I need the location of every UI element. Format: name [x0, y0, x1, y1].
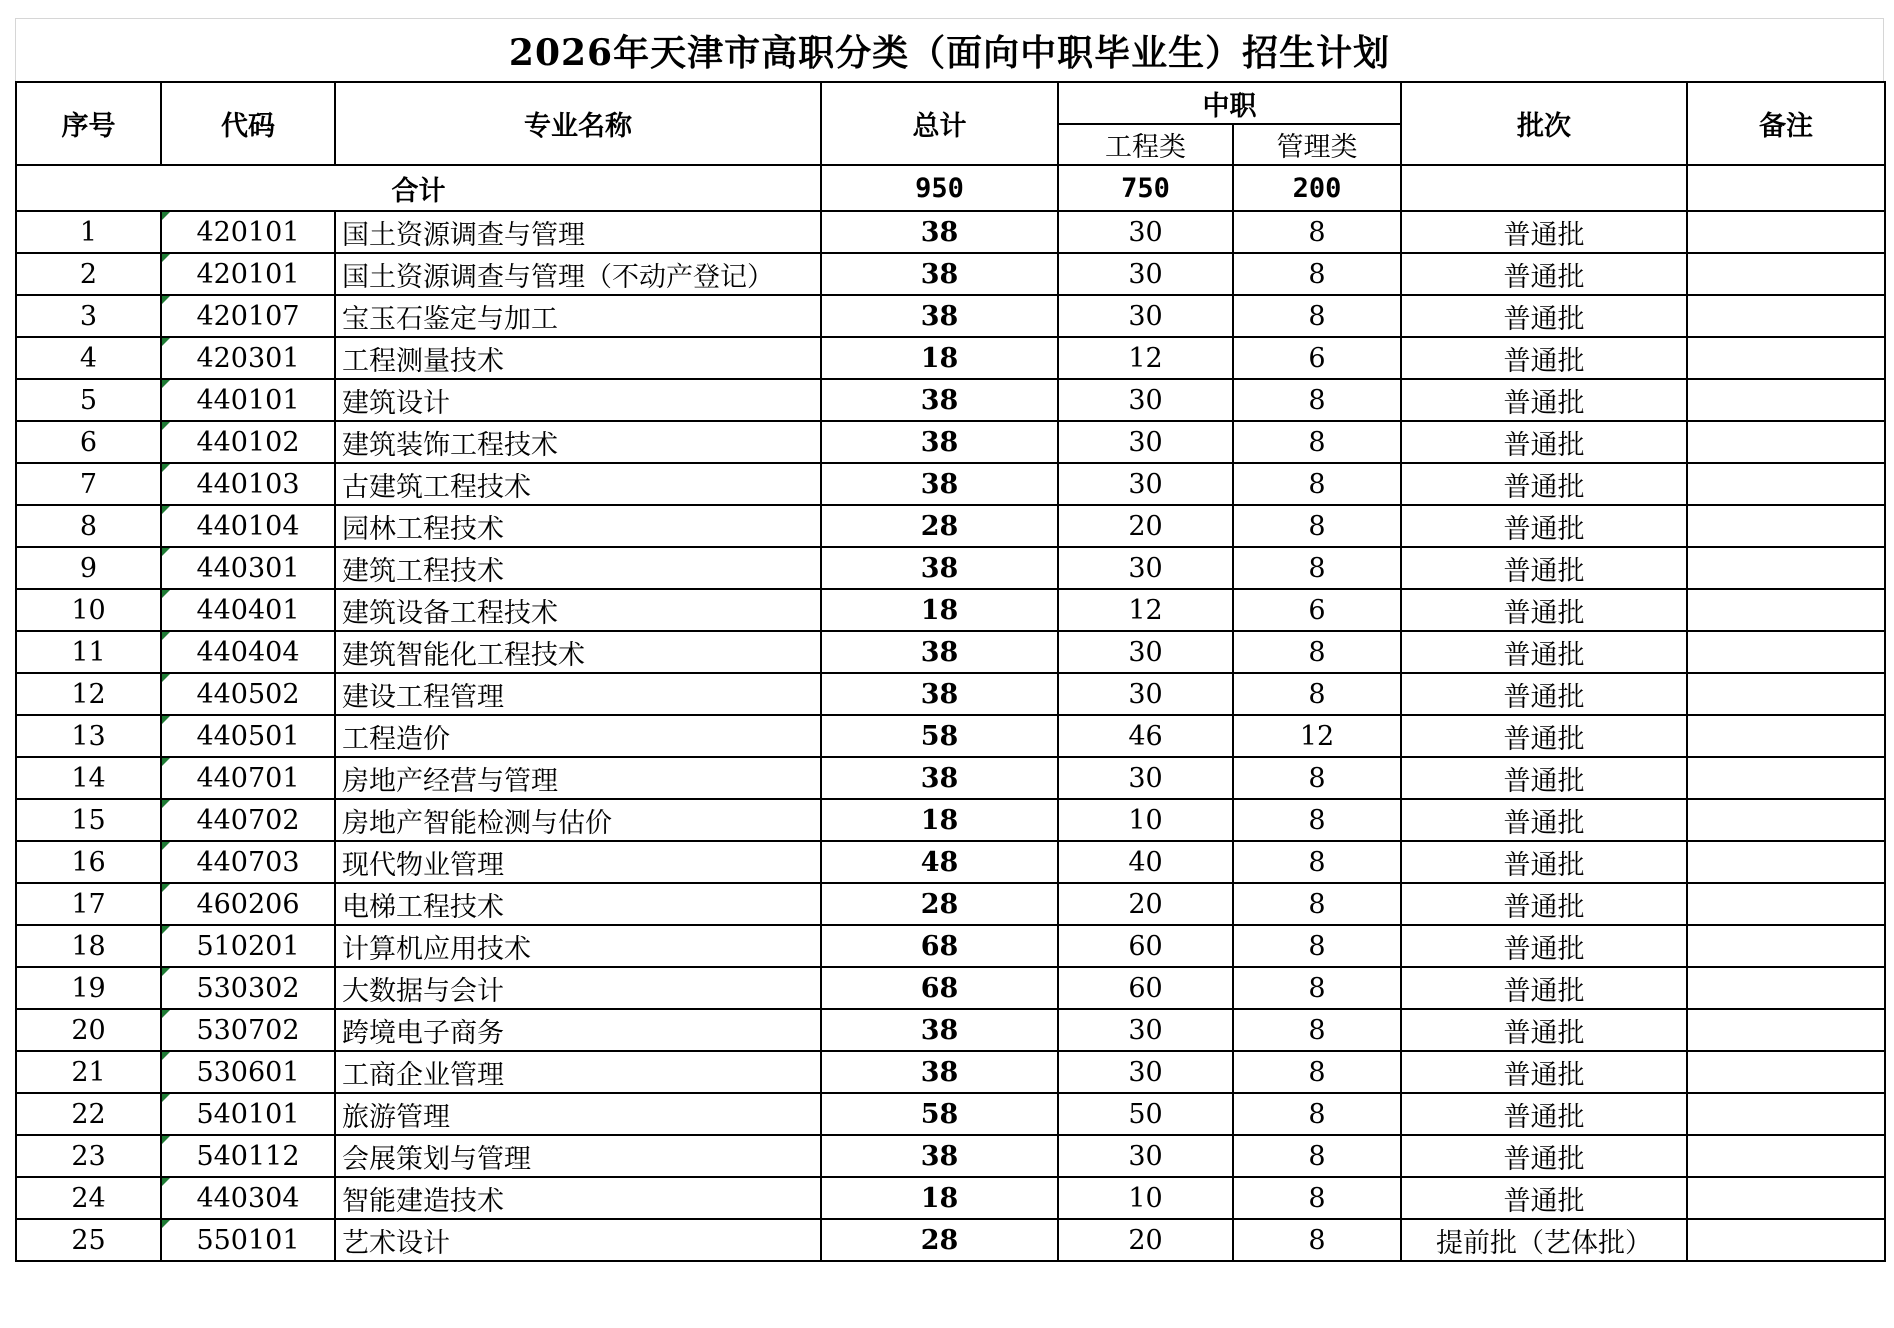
cell-management[interactable]: 8 [1233, 505, 1401, 547]
table-row [16, 715, 1885, 757]
cell-major-name[interactable]: 电梯工程技术 [335, 883, 821, 925]
table-row [16, 841, 1885, 883]
cell-error-indicator-icon [162, 548, 170, 556]
cell-total[interactable]: 38 [821, 631, 1058, 673]
cell-batch[interactable]: 普通批 [1401, 379, 1687, 421]
cell-management[interactable]: 8 [1233, 295, 1401, 337]
cell-note[interactable] [1687, 841, 1885, 883]
cell-note[interactable] [1687, 799, 1885, 841]
cell-seq[interactable]: 8 [16, 505, 161, 547]
cell-error-indicator-icon [162, 1178, 170, 1186]
cell-code[interactable] [161, 799, 335, 841]
cell-code[interactable] [161, 1177, 335, 1219]
cell-seq[interactable]: 14 [16, 757, 161, 799]
cell-note[interactable] [1687, 505, 1885, 547]
cell-seq[interactable]: 3 [16, 295, 161, 337]
summary-row [16, 165, 1885, 211]
cell-total[interactable]: 38 [821, 295, 1058, 337]
header-seq[interactable]: 序号 [16, 82, 161, 165]
cell-error-indicator-icon [162, 800, 170, 808]
cell-seq[interactable]: 9 [16, 547, 161, 589]
cell-code-text: 540112 [196, 1140, 300, 1172]
cell-total[interactable]: 28 [821, 505, 1058, 547]
cell-code-text: 510201 [196, 930, 300, 962]
cell-code[interactable] [161, 631, 335, 673]
cell-seq[interactable]: 24 [16, 1177, 161, 1219]
cell-total[interactable]: 68 [821, 967, 1058, 1009]
table-row [16, 1219, 1885, 1261]
table-row [16, 1009, 1885, 1051]
cell-engineering[interactable]: 20 [1058, 505, 1233, 547]
cell-engineering[interactable]: 30 [1058, 547, 1233, 589]
cell-code-text: 440101 [196, 384, 300, 416]
cell-engineering[interactable]: 20 [1058, 883, 1233, 925]
cell-code[interactable] [161, 925, 335, 967]
cell-error-indicator-icon [162, 464, 170, 472]
table-row [16, 673, 1885, 715]
cell-code[interactable] [161, 715, 335, 757]
header-total[interactable]: 总计 [821, 82, 1058, 165]
cell-total[interactable]: 38 [821, 421, 1058, 463]
cell-engineering[interactable]: 30 [1058, 1135, 1233, 1177]
cell-seq[interactable]: 25 [16, 1219, 161, 1261]
cell-note[interactable] [1687, 379, 1885, 421]
cell-note[interactable] [1687, 925, 1885, 967]
cell-error-indicator-icon [162, 674, 170, 682]
cell-error-indicator-icon [162, 422, 170, 430]
cell-engineering[interactable]: 60 [1058, 925, 1233, 967]
cell-total[interactable]: 18 [821, 337, 1058, 379]
cell-seq[interactable]: 22 [16, 1093, 161, 1135]
cell-code[interactable] [161, 463, 335, 505]
cell-code[interactable] [161, 379, 335, 421]
cell-major-name[interactable]: 国土资源调查与管理（不动产登记） [335, 253, 821, 295]
cell-major-name[interactable]: 跨境电子商务 [335, 1009, 821, 1051]
cell-note[interactable] [1687, 673, 1885, 715]
cell-major-name[interactable]: 现代物业管理 [335, 841, 821, 883]
cell-seq[interactable]: 23 [16, 1135, 161, 1177]
cell-total[interactable]: 38 [821, 757, 1058, 799]
cell-engineering[interactable]: 30 [1058, 421, 1233, 463]
table-row [16, 463, 1885, 505]
table-row [16, 253, 1885, 295]
cell-management[interactable]: 8 [1233, 883, 1401, 925]
cell-engineering[interactable]: 10 [1058, 1177, 1233, 1219]
cell-error-indicator-icon [162, 1094, 170, 1102]
cell-batch[interactable]: 普通批 [1401, 421, 1687, 463]
cell-total[interactable]: 38 [821, 1009, 1058, 1051]
cell-total[interactable]: 18 [821, 589, 1058, 631]
cell-code[interactable] [161, 1051, 335, 1093]
cell-management[interactable]: 6 [1233, 589, 1401, 631]
summary-note[interactable] [1687, 165, 1885, 211]
table-row [16, 1093, 1885, 1135]
cell-total[interactable]: 38 [821, 463, 1058, 505]
cell-batch[interactable]: 普通批 [1401, 673, 1687, 715]
cell-management[interactable]: 8 [1233, 421, 1401, 463]
enrollment-plan-table [15, 81, 1886, 1262]
header-major-name[interactable]: 专业名称 [335, 82, 821, 165]
cell-error-indicator-icon [162, 380, 170, 388]
cell-management[interactable]: 8 [1233, 967, 1401, 1009]
cell-batch[interactable]: 普通批 [1401, 211, 1687, 253]
cell-engineering[interactable]: 30 [1058, 211, 1233, 253]
table-row [16, 547, 1885, 589]
cell-total[interactable]: 38 [821, 1051, 1058, 1093]
cell-note[interactable] [1687, 295, 1885, 337]
table-row [16, 1177, 1885, 1219]
table-row [16, 925, 1885, 967]
cell-total[interactable]: 68 [821, 925, 1058, 967]
cell-batch[interactable]: 普通批 [1401, 1093, 1687, 1135]
cell-code[interactable] [161, 1009, 335, 1051]
cell-major-name[interactable]: 旅游管理 [335, 1093, 821, 1135]
cell-error-indicator-icon [162, 1052, 170, 1060]
cell-note[interactable] [1687, 589, 1885, 631]
cell-management[interactable]: 8 [1233, 1009, 1401, 1051]
cell-batch[interactable]: 提前批（艺体批） [1401, 1219, 1687, 1261]
cell-major-name[interactable]: 国土资源调查与管理 [335, 211, 821, 253]
cell-note[interactable] [1687, 1009, 1885, 1051]
cell-batch[interactable]: 普通批 [1401, 337, 1687, 379]
sheet-title: 2026年天津市高职分类（面向中职毕业生）招生计划 [15, 18, 1884, 81]
cell-code[interactable] [161, 505, 335, 547]
cell-note[interactable] [1687, 421, 1885, 463]
table-row [16, 757, 1885, 799]
cell-seq[interactable]: 15 [16, 799, 161, 841]
table-row [16, 967, 1885, 1009]
cell-code-text: 440103 [196, 468, 300, 500]
cell-code-text: 440703 [196, 846, 300, 878]
cell-management[interactable]: 8 [1233, 547, 1401, 589]
cell-seq[interactable]: 20 [16, 1009, 161, 1051]
cell-engineering[interactable]: 30 [1058, 295, 1233, 337]
cell-code[interactable] [161, 211, 335, 253]
header-note[interactable]: 备注 [1687, 82, 1885, 165]
cell-management[interactable]: 8 [1233, 1093, 1401, 1135]
cell-engineering[interactable]: 30 [1058, 1051, 1233, 1093]
cell-batch[interactable]: 普通批 [1401, 925, 1687, 967]
cell-management[interactable]: 8 [1233, 799, 1401, 841]
cell-major-name[interactable]: 房地产智能检测与估价 [335, 799, 821, 841]
cell-note[interactable] [1687, 631, 1885, 673]
cell-code[interactable] [161, 757, 335, 799]
cell-note[interactable] [1687, 883, 1885, 925]
cell-major-name[interactable]: 工程造价 [335, 715, 821, 757]
cell-note[interactable] [1687, 463, 1885, 505]
cell-code-text: 550101 [196, 1224, 300, 1256]
cell-management[interactable]: 6 [1233, 337, 1401, 379]
cell-code-text: 530302 [196, 972, 300, 1004]
table-row [16, 379, 1885, 421]
cell-batch[interactable]: 普通批 [1401, 463, 1687, 505]
cell-batch[interactable]: 普通批 [1401, 1051, 1687, 1093]
cell-seq[interactable]: 12 [16, 673, 161, 715]
cell-error-indicator-icon [162, 1136, 170, 1144]
cell-major-name[interactable]: 宝玉石鉴定与加工 [335, 295, 821, 337]
cell-batch[interactable]: 普通批 [1401, 631, 1687, 673]
cell-batch[interactable]: 普通批 [1401, 757, 1687, 799]
cell-error-indicator-icon [162, 506, 170, 514]
cell-seq[interactable]: 11 [16, 631, 161, 673]
header-batch[interactable]: 批次 [1401, 82, 1687, 165]
table-row [16, 799, 1885, 841]
cell-seq[interactable]: 10 [16, 589, 161, 631]
table-row [16, 589, 1885, 631]
cell-batch[interactable]: 普通批 [1401, 1135, 1687, 1177]
cell-error-indicator-icon [162, 884, 170, 892]
cell-engineering[interactable]: 30 [1058, 673, 1233, 715]
cell-management[interactable]: 8 [1233, 1219, 1401, 1261]
cell-error-indicator-icon [162, 968, 170, 976]
cell-major-name[interactable]: 大数据与会计 [335, 967, 821, 1009]
cell-seq[interactable]: 16 [16, 841, 161, 883]
cell-engineering[interactable]: 10 [1058, 799, 1233, 841]
cell-management[interactable]: 8 [1233, 1177, 1401, 1219]
cell-note[interactable] [1687, 1051, 1885, 1093]
cell-code[interactable] [161, 841, 335, 883]
cell-code-text: 440701 [196, 762, 300, 794]
cell-batch[interactable]: 普通批 [1401, 295, 1687, 337]
cell-code[interactable] [161, 1219, 335, 1261]
cell-code[interactable] [161, 1093, 335, 1135]
cell-major-name[interactable]: 工程测量技术 [335, 337, 821, 379]
cell-error-indicator-icon [162, 758, 170, 766]
cell-total[interactable]: 18 [821, 1177, 1058, 1219]
cell-code[interactable] [161, 337, 335, 379]
cell-total[interactable]: 38 [821, 211, 1058, 253]
summary-total[interactable]: 950 [821, 165, 1058, 211]
cell-total[interactable]: 38 [821, 379, 1058, 421]
cell-error-indicator-icon [162, 296, 170, 304]
summary-management[interactable]: 200 [1233, 165, 1401, 211]
cell-code-text: 440104 [196, 510, 300, 542]
cell-management[interactable]: 8 [1233, 757, 1401, 799]
cell-code-text: 440401 [196, 594, 300, 626]
cell-code-text: 440404 [196, 636, 300, 668]
cell-engineering[interactable]: 60 [1058, 967, 1233, 1009]
cell-batch[interactable]: 普通批 [1401, 799, 1687, 841]
cell-management[interactable]: 8 [1233, 253, 1401, 295]
cell-code[interactable] [161, 1135, 335, 1177]
cell-total[interactable]: 28 [821, 883, 1058, 925]
cell-management[interactable]: 8 [1233, 1135, 1401, 1177]
cell-batch[interactable]: 普通批 [1401, 967, 1687, 1009]
table-row [16, 337, 1885, 379]
summary-batch[interactable] [1401, 165, 1687, 211]
cell-batch[interactable]: 普通批 [1401, 1177, 1687, 1219]
cell-major-name[interactable]: 会展策划与管理 [335, 1135, 821, 1177]
cell-management[interactable]: 8 [1233, 463, 1401, 505]
cell-code-text: 440501 [196, 720, 300, 752]
cell-total[interactable]: 38 [821, 253, 1058, 295]
cell-code[interactable] [161, 673, 335, 715]
cell-seq[interactable]: 21 [16, 1051, 161, 1093]
cell-code-text: 420301 [196, 342, 300, 374]
cell-error-indicator-icon [162, 212, 170, 220]
cell-management[interactable]: 8 [1233, 1051, 1401, 1093]
cell-batch[interactable]: 普通批 [1401, 547, 1687, 589]
cell-total[interactable]: 18 [821, 799, 1058, 841]
cell-engineering[interactable]: 30 [1058, 1009, 1233, 1051]
cell-code[interactable] [161, 883, 335, 925]
cell-note[interactable] [1687, 337, 1885, 379]
cell-code-text: 440304 [196, 1182, 300, 1214]
table-row [16, 1051, 1885, 1093]
cell-management[interactable]: 12 [1233, 715, 1401, 757]
cell-total[interactable]: 28 [821, 1219, 1058, 1261]
cell-major-name[interactable]: 房地产经营与管理 [335, 757, 821, 799]
cell-engineering[interactable]: 30 [1058, 757, 1233, 799]
cell-major-name[interactable]: 计算机应用技术 [335, 925, 821, 967]
cell-major-name[interactable]: 艺术设计 [335, 1219, 821, 1261]
cell-seq[interactable]: 4 [16, 337, 161, 379]
cell-total[interactable]: 58 [821, 715, 1058, 757]
cell-error-indicator-icon [162, 632, 170, 640]
cell-note[interactable] [1687, 1177, 1885, 1219]
cell-code-text: 440301 [196, 552, 300, 584]
cell-seq[interactable]: 19 [16, 967, 161, 1009]
cell-error-indicator-icon [162, 1220, 170, 1228]
cell-code-text: 440502 [196, 678, 300, 710]
cell-code-text: 440102 [196, 426, 300, 458]
cell-error-indicator-icon [162, 716, 170, 724]
cell-management[interactable]: 8 [1233, 841, 1401, 883]
cell-error-indicator-icon [162, 338, 170, 346]
cell-note[interactable] [1687, 211, 1885, 253]
header-code[interactable]: 代码 [161, 82, 335, 165]
cell-code-text: 420101 [196, 258, 300, 290]
cell-major-name[interactable]: 建筑智能化工程技术 [335, 631, 821, 673]
cell-error-indicator-icon [162, 1010, 170, 1018]
cell-code[interactable] [161, 421, 335, 463]
cell-seq[interactable]: 6 [16, 421, 161, 463]
cell-major-name[interactable]: 建筑设计 [335, 379, 821, 421]
cell-note[interactable] [1687, 1219, 1885, 1261]
cell-total[interactable]: 48 [821, 841, 1058, 883]
table-row [16, 883, 1885, 925]
table-row [16, 631, 1885, 673]
cell-major-name[interactable]: 建筑装饰工程技术 [335, 421, 821, 463]
cell-seq[interactable]: 17 [16, 883, 161, 925]
cell-error-indicator-icon [162, 926, 170, 934]
cell-note[interactable] [1687, 967, 1885, 1009]
cell-seq[interactable]: 5 [16, 379, 161, 421]
header-vocational[interactable]: 中职 [1058, 82, 1401, 124]
cell-code-text: 540101 [196, 1098, 300, 1130]
cell-major-name[interactable]: 建设工程管理 [335, 673, 821, 715]
cell-batch[interactable]: 普通批 [1401, 253, 1687, 295]
cell-major-name[interactable]: 园林工程技术 [335, 505, 821, 547]
cell-engineering[interactable]: 20 [1058, 1219, 1233, 1261]
cell-total[interactable]: 38 [821, 673, 1058, 715]
cell-total[interactable]: 58 [821, 1093, 1058, 1135]
cell-major-name[interactable]: 智能建造技术 [335, 1177, 821, 1219]
cell-engineering[interactable]: 12 [1058, 589, 1233, 631]
cell-code[interactable] [161, 547, 335, 589]
cell-engineering[interactable]: 46 [1058, 715, 1233, 757]
header-engineering[interactable]: 工程类 [1058, 124, 1233, 165]
table-row [16, 1135, 1885, 1177]
cell-code[interactable] [161, 967, 335, 1009]
cell-code[interactable] [161, 253, 335, 295]
cell-total[interactable]: 38 [821, 1135, 1058, 1177]
cell-batch[interactable]: 普通批 [1401, 715, 1687, 757]
cell-total[interactable]: 38 [821, 547, 1058, 589]
cell-code-text: 440702 [196, 804, 300, 836]
table-row [16, 211, 1885, 253]
cell-error-indicator-icon [162, 842, 170, 850]
cell-engineering[interactable]: 30 [1058, 463, 1233, 505]
cell-note[interactable] [1687, 253, 1885, 295]
table-row [16, 295, 1885, 337]
cell-engineering[interactable]: 12 [1058, 337, 1233, 379]
cell-note[interactable] [1687, 1093, 1885, 1135]
cell-seq[interactable]: 1 [16, 211, 161, 253]
cell-seq[interactable]: 7 [16, 463, 161, 505]
cell-batch[interactable]: 普通批 [1401, 1009, 1687, 1051]
cell-note[interactable] [1687, 715, 1885, 757]
cell-error-indicator-icon [162, 254, 170, 262]
cell-management[interactable]: 8 [1233, 925, 1401, 967]
cell-seq[interactable]: 2 [16, 253, 161, 295]
table-row [16, 421, 1885, 463]
cell-management[interactable]: 8 [1233, 211, 1401, 253]
cell-major-name[interactable]: 建筑设备工程技术 [335, 589, 821, 631]
cell-note[interactable] [1687, 757, 1885, 799]
cell-code[interactable] [161, 295, 335, 337]
cell-engineering[interactable]: 30 [1058, 631, 1233, 673]
cell-engineering[interactable]: 30 [1058, 379, 1233, 421]
cell-engineering[interactable]: 40 [1058, 841, 1233, 883]
cell-management[interactable]: 8 [1233, 379, 1401, 421]
cell-batch[interactable]: 普通批 [1401, 883, 1687, 925]
cell-code-text: 420101 [196, 216, 300, 248]
cell-management[interactable]: 8 [1233, 673, 1401, 715]
cell-code-text: 530601 [196, 1056, 300, 1088]
cell-major-name[interactable]: 古建筑工程技术 [335, 463, 821, 505]
cell-code-text: 420107 [196, 300, 300, 332]
cell-note[interactable] [1687, 547, 1885, 589]
cell-code-text: 460206 [196, 888, 300, 920]
cell-batch[interactable]: 普通批 [1401, 841, 1687, 883]
table-row [16, 505, 1885, 547]
cell-batch[interactable]: 普通批 [1401, 505, 1687, 547]
cell-major-name[interactable]: 建筑工程技术 [335, 547, 821, 589]
cell-code[interactable] [161, 589, 335, 631]
cell-seq[interactable]: 18 [16, 925, 161, 967]
cell-note[interactable] [1687, 1135, 1885, 1177]
spreadsheet [15, 18, 1884, 1262]
cell-error-indicator-icon [162, 590, 170, 598]
cell-engineering[interactable]: 30 [1058, 253, 1233, 295]
cell-batch[interactable]: 普通批 [1401, 589, 1687, 631]
cell-seq[interactable]: 13 [16, 715, 161, 757]
summary-engineering[interactable]: 750 [1058, 165, 1233, 211]
summary-label[interactable]: 合计 [16, 165, 821, 211]
cell-major-name[interactable]: 工商企业管理 [335, 1051, 821, 1093]
cell-management[interactable]: 8 [1233, 631, 1401, 673]
cell-code-text: 530702 [196, 1014, 300, 1046]
cell-engineering[interactable]: 50 [1058, 1093, 1233, 1135]
header-management[interactable]: 管理类 [1233, 124, 1401, 165]
